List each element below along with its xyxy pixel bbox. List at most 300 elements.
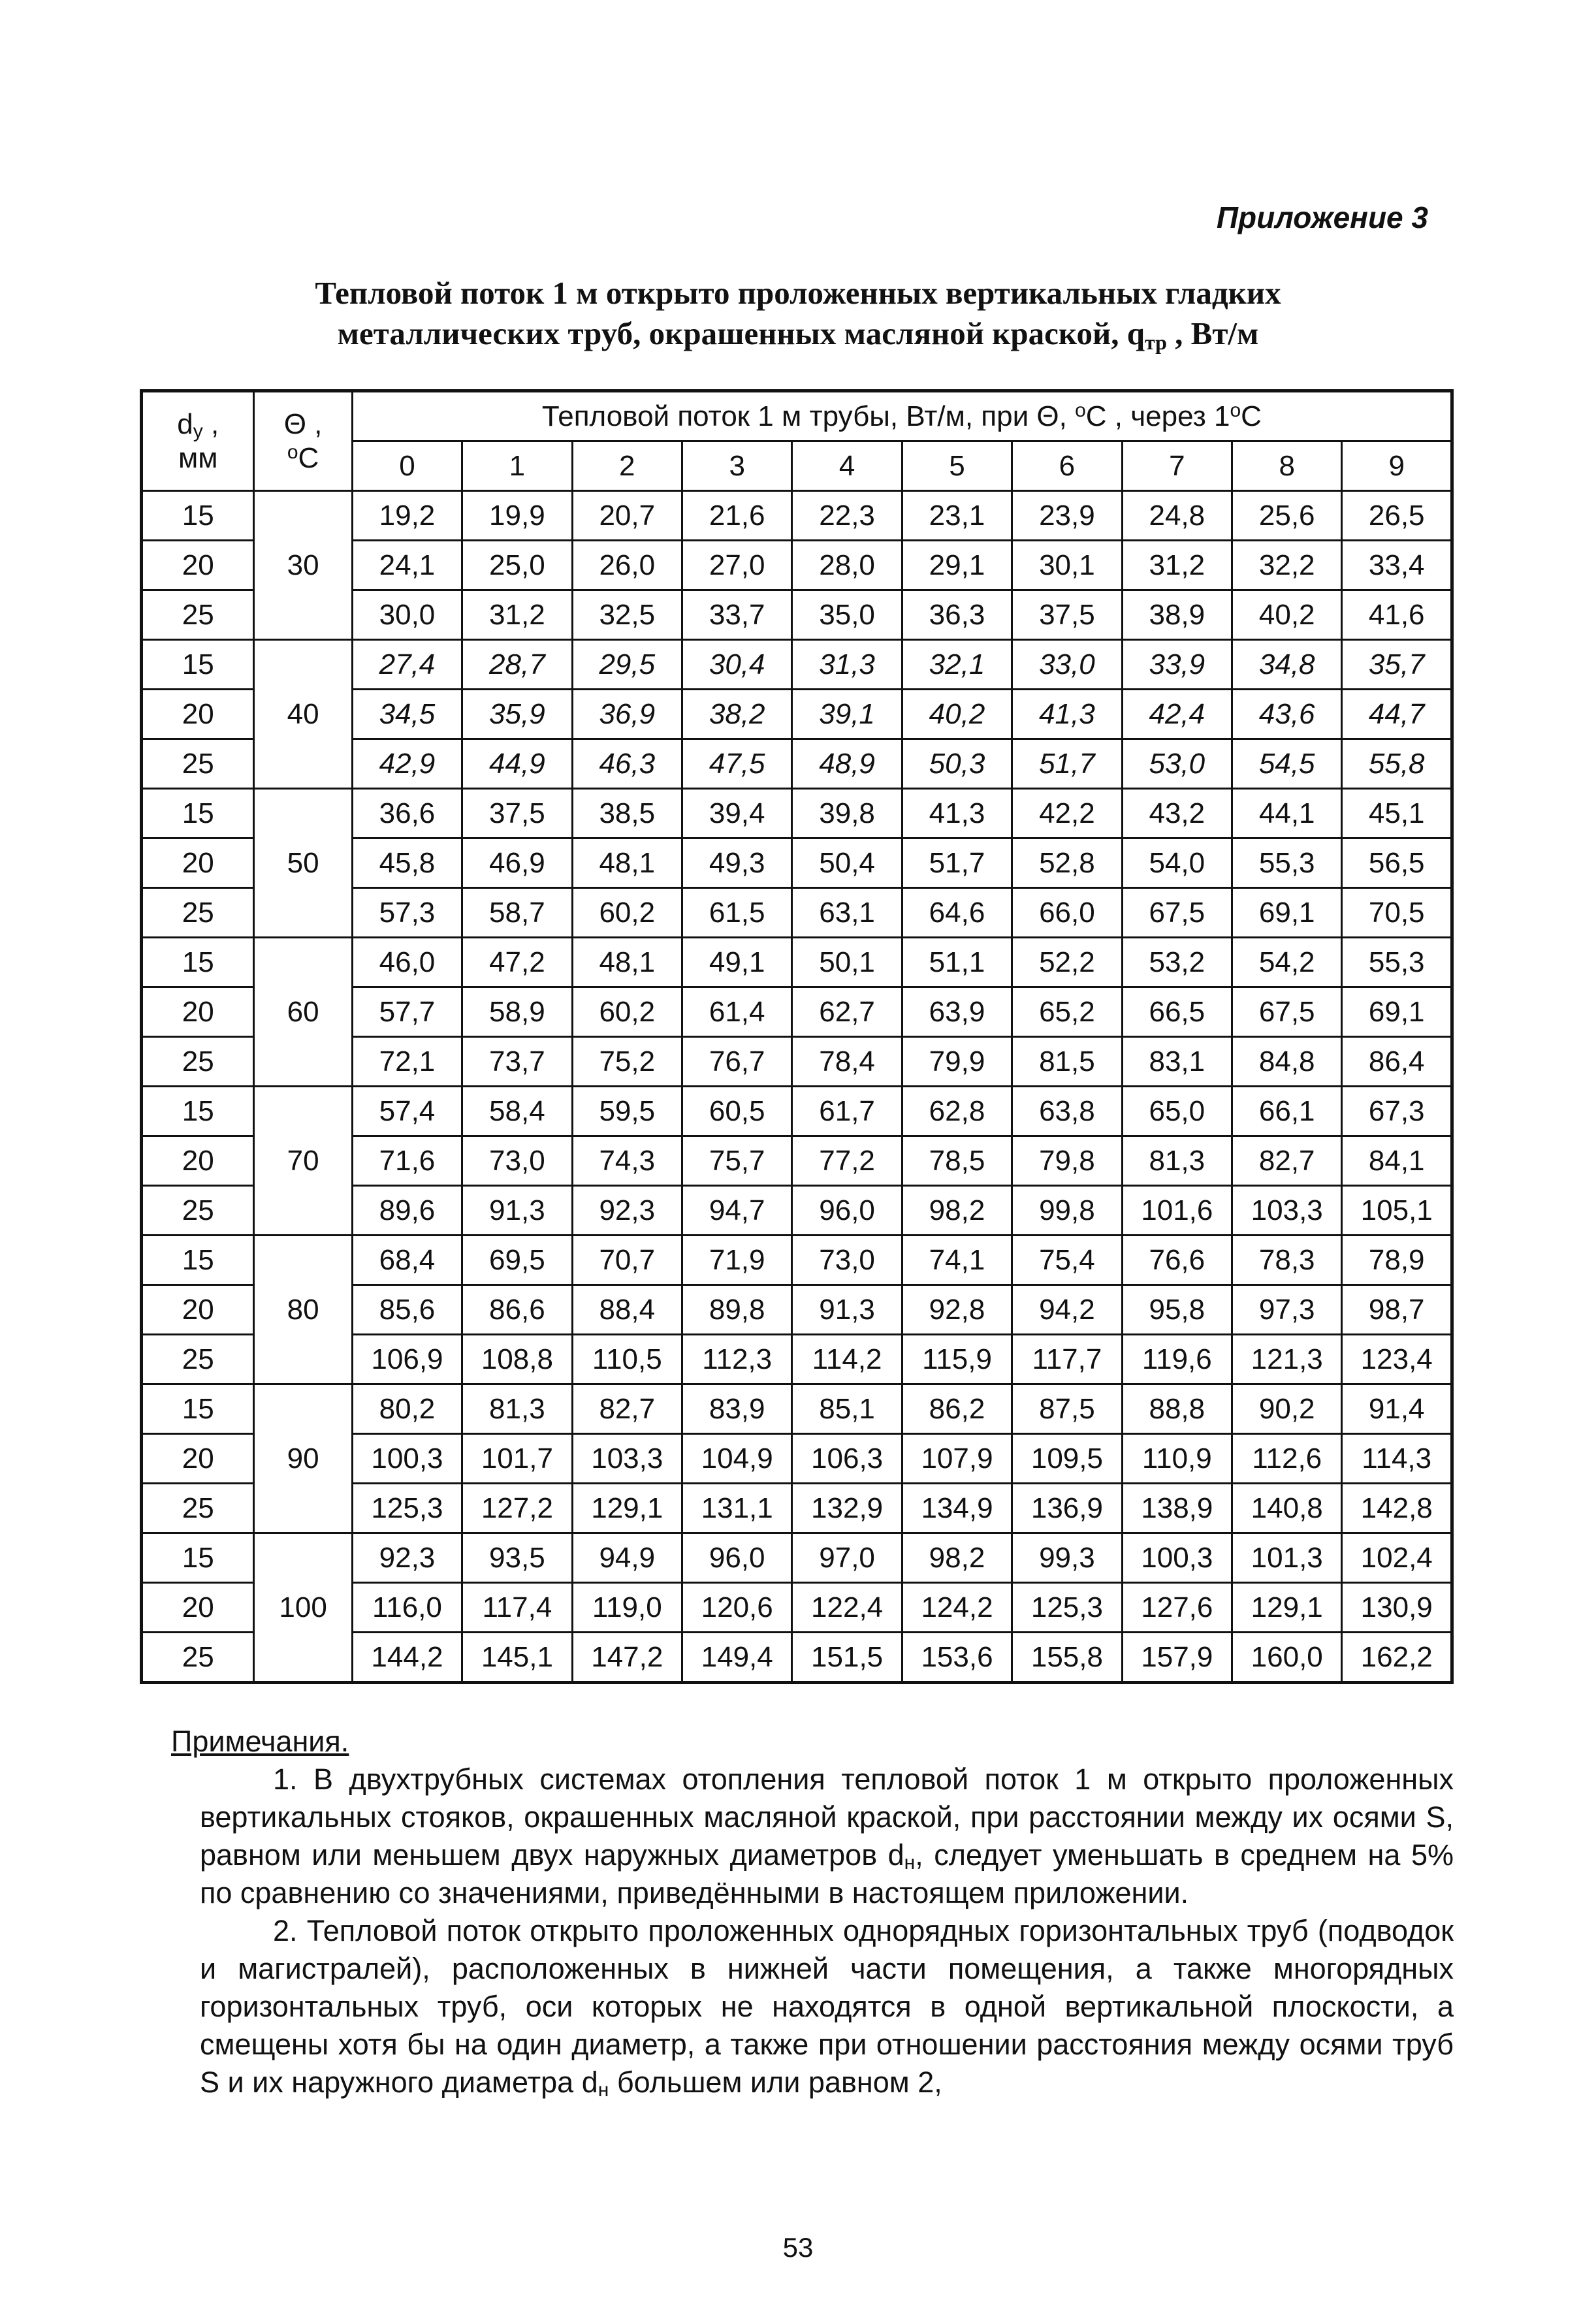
value-cell: 123,4 [1342, 1335, 1452, 1384]
value-cell: 34,5 [352, 690, 462, 739]
value-cell: 51,1 [902, 938, 1012, 987]
header-dy-comma: , [202, 407, 219, 440]
value-cell: 60,2 [572, 888, 682, 938]
theta-cell: 90 [254, 1384, 352, 1533]
appendix-label: Приложение 3 [1216, 200, 1428, 234]
dy-cell: 25 [142, 739, 254, 789]
value-cell: 21,6 [682, 491, 791, 541]
table-row [142, 1384, 1452, 1434]
value-cell: 122,4 [792, 1583, 902, 1633]
value-cell: 40,2 [902, 690, 1012, 739]
value-cell: 119,0 [572, 1583, 682, 1633]
value-cell: 69,1 [1342, 987, 1452, 1037]
value-cell: 44,7 [1342, 690, 1452, 739]
value-cell: 45,8 [352, 838, 462, 888]
value-cell: 99,3 [1012, 1533, 1122, 1583]
value-cell: 98,2 [902, 1186, 1012, 1236]
page-number: 53 [782, 2232, 814, 2263]
column-header-5: 5 [902, 441, 1012, 491]
title-line-2-prefix: металлических труб, окрашенных масляной краской, q [337, 315, 1145, 351]
value-cell: 59,5 [572, 1087, 682, 1136]
theta-cell: 30 [254, 491, 352, 640]
value-cell: 71,9 [682, 1236, 791, 1285]
value-cell: 151,5 [792, 1633, 902, 1683]
value-cell: 78,9 [1342, 1236, 1452, 1285]
value-cell: 88,8 [1122, 1384, 1232, 1434]
header-theta-symbol: Θ , [283, 407, 323, 440]
value-cell: 31,3 [792, 640, 902, 690]
value-cell: 60,2 [572, 987, 682, 1037]
value-cell: 28,7 [462, 640, 572, 690]
value-cell: 46,0 [352, 938, 462, 987]
dy-cell: 15 [142, 1236, 254, 1285]
value-cell: 117,7 [1012, 1335, 1122, 1384]
value-cell: 112,6 [1232, 1434, 1342, 1484]
value-cell: 97,3 [1232, 1285, 1342, 1335]
value-cell: 52,2 [1012, 938, 1122, 987]
dy-cell: 20 [142, 1583, 254, 1633]
value-cell: 31,2 [462, 590, 572, 640]
value-cell: 41,3 [902, 789, 1012, 838]
dy-cell: 25 [142, 1633, 254, 1683]
value-cell: 94,9 [572, 1533, 682, 1583]
value-cell: 129,1 [572, 1484, 682, 1533]
value-cell: 25,0 [462, 541, 572, 590]
header-theta [254, 391, 352, 491]
value-cell: 30,4 [682, 640, 791, 690]
value-cell: 23,1 [902, 491, 1012, 541]
value-cell: 83,9 [682, 1384, 791, 1434]
note-2-text-a: 2. Тепловой поток открыто проложенных однорядных горизонтальных труб (подводок и магистралей), расположенных в нижней части помещения, а также многорядных горизонтальных труб, оси которых не находятся в одной вертикальной плоскости, а смещены хотя бы на один диаметр, а также при отношении расстояния между осями труб S и их наружного диаметра d [200, 1914, 1454, 2099]
header-span-deg2: o [1230, 399, 1241, 421]
value-cell: 130,9 [1342, 1583, 1452, 1633]
value-cell: 140,8 [1232, 1484, 1342, 1533]
value-cell: 33,0 [1012, 640, 1122, 690]
value-cell: 67,5 [1122, 888, 1232, 938]
value-cell: 136,9 [1012, 1484, 1122, 1533]
value-cell: 83,1 [1122, 1037, 1232, 1087]
dy-cell: 20 [142, 838, 254, 888]
value-cell: 42,9 [352, 739, 462, 789]
value-cell: 39,8 [792, 789, 902, 838]
value-cell: 19,9 [462, 491, 572, 541]
table-row [142, 1087, 1452, 1136]
value-cell: 79,8 [1012, 1136, 1122, 1186]
table-row [142, 640, 1452, 690]
value-cell: 103,3 [572, 1434, 682, 1484]
dy-cell: 20 [142, 690, 254, 739]
value-cell: 46,3 [572, 739, 682, 789]
value-cell: 97,0 [792, 1533, 902, 1583]
value-cell: 102,4 [1342, 1533, 1452, 1583]
value-cell: 147,2 [572, 1633, 682, 1683]
value-cell: 92,3 [352, 1533, 462, 1583]
value-cell: 55,8 [1342, 739, 1452, 789]
header-dy-unit: мм [178, 441, 218, 474]
value-cell: 110,5 [572, 1335, 682, 1384]
value-cell: 65,2 [1012, 987, 1122, 1037]
value-cell: 60,5 [682, 1087, 791, 1136]
value-cell: 110,9 [1122, 1434, 1232, 1484]
value-cell: 51,7 [902, 838, 1012, 888]
value-cell: 49,3 [682, 838, 791, 888]
value-cell: 57,3 [352, 888, 462, 938]
dy-cell: 15 [142, 491, 254, 541]
value-cell: 48,1 [572, 838, 682, 888]
title-line-2-suffix: , Вт/м [1166, 315, 1259, 351]
value-cell: 85,1 [792, 1384, 902, 1434]
value-cell: 39,1 [792, 690, 902, 739]
dy-cell: 25 [142, 1484, 254, 1533]
theta-cell: 70 [254, 1087, 352, 1236]
value-cell: 99,8 [1012, 1186, 1122, 1236]
value-cell: 106,3 [792, 1434, 902, 1484]
value-cell: 44,1 [1232, 789, 1342, 838]
value-cell: 54,0 [1122, 838, 1232, 888]
theta-cell: 80 [254, 1236, 352, 1384]
table-row [142, 938, 1452, 987]
column-header-9: 9 [1342, 441, 1452, 491]
value-cell: 62,8 [902, 1087, 1012, 1136]
value-cell: 72,1 [352, 1037, 462, 1087]
value-cell: 100,3 [1122, 1533, 1232, 1583]
value-cell: 132,9 [792, 1484, 902, 1533]
value-cell: 92,3 [572, 1186, 682, 1236]
column-header-3: 3 [682, 441, 791, 491]
value-cell: 38,2 [682, 690, 791, 739]
value-cell: 95,8 [1122, 1285, 1232, 1335]
value-cell: 69,5 [462, 1236, 572, 1285]
value-cell: 67,5 [1232, 987, 1342, 1037]
value-cell: 91,4 [1342, 1384, 1452, 1434]
value-cell: 109,5 [1012, 1434, 1122, 1484]
value-cell: 108,8 [462, 1335, 572, 1384]
value-cell: 32,2 [1232, 541, 1342, 590]
value-cell: 82,7 [572, 1384, 682, 1434]
value-cell: 86,4 [1342, 1037, 1452, 1087]
value-cell: 47,2 [462, 938, 572, 987]
value-cell: 39,4 [682, 789, 791, 838]
value-cell: 52,8 [1012, 838, 1122, 888]
value-cell: 26,0 [572, 541, 682, 590]
value-cell: 48,1 [572, 938, 682, 987]
value-cell: 30,1 [1012, 541, 1122, 590]
value-cell: 34,8 [1232, 640, 1342, 690]
header-dy-main: d [177, 407, 193, 440]
header-heat-flow-span [352, 391, 1452, 441]
value-cell: 35,9 [462, 690, 572, 739]
value-cell: 50,4 [792, 838, 902, 888]
value-cell: 43,2 [1122, 789, 1232, 838]
value-cell: 24,8 [1122, 491, 1232, 541]
value-cell: 51,7 [1012, 739, 1122, 789]
theta-cell: 50 [254, 789, 352, 938]
value-cell: 100,3 [352, 1434, 462, 1484]
value-cell: 50,3 [902, 739, 1012, 789]
value-cell: 101,3 [1232, 1533, 1342, 1583]
column-header-4: 4 [792, 441, 902, 491]
value-cell: 61,7 [792, 1087, 902, 1136]
value-cell: 114,2 [792, 1335, 902, 1384]
dy-cell: 20 [142, 1136, 254, 1186]
value-cell: 58,4 [462, 1087, 572, 1136]
value-cell: 87,5 [1012, 1384, 1122, 1434]
value-cell: 53,2 [1122, 938, 1232, 987]
table-row [142, 1533, 1452, 1583]
value-cell: 41,3 [1012, 690, 1122, 739]
value-cell: 45,1 [1342, 789, 1452, 838]
value-cell: 93,5 [462, 1533, 572, 1583]
value-cell: 66,5 [1122, 987, 1232, 1037]
table-row [142, 491, 1452, 541]
value-cell: 101,7 [462, 1434, 572, 1484]
heat-flow-table [140, 389, 1454, 1684]
value-cell: 76,6 [1122, 1236, 1232, 1285]
value-cell: 138,9 [1122, 1484, 1232, 1533]
value-cell: 75,4 [1012, 1236, 1122, 1285]
column-header-1: 1 [462, 441, 572, 491]
notes-heading: Примечания. [171, 1725, 349, 1758]
header-theta-deg: o [287, 441, 298, 463]
value-cell: 79,9 [902, 1037, 1012, 1087]
value-cell: 29,5 [572, 640, 682, 690]
dy-cell: 25 [142, 1335, 254, 1384]
value-cell: 76,7 [682, 1037, 791, 1087]
value-cell: 23,9 [1012, 491, 1122, 541]
value-cell: 81,3 [462, 1384, 572, 1434]
note-2 [200, 1912, 1454, 2101]
value-cell: 26,5 [1342, 491, 1452, 541]
value-cell: 78,4 [792, 1037, 902, 1087]
value-cell: 106,9 [352, 1335, 462, 1384]
note-1 [200, 1761, 1454, 1912]
value-cell: 153,6 [902, 1633, 1012, 1683]
title-line-2 [0, 313, 1596, 354]
dy-cell: 15 [142, 789, 254, 838]
theta-cell: 60 [254, 938, 352, 1087]
value-cell: 81,5 [1012, 1037, 1122, 1087]
value-cell: 116,0 [352, 1583, 462, 1633]
value-cell: 27,4 [352, 640, 462, 690]
value-cell: 66,0 [1012, 888, 1122, 938]
theta-cell: 100 [254, 1533, 352, 1683]
value-cell: 70,7 [572, 1236, 682, 1285]
value-cell: 104,9 [682, 1434, 791, 1484]
value-cell: 42,4 [1122, 690, 1232, 739]
value-cell: 68,4 [352, 1236, 462, 1285]
dy-cell: 25 [142, 888, 254, 938]
value-cell: 33,9 [1122, 640, 1232, 690]
value-cell: 160,0 [1232, 1633, 1342, 1683]
column-header-2: 2 [572, 441, 682, 491]
column-header-8: 8 [1232, 441, 1342, 491]
header-theta-c: C [298, 441, 319, 474]
value-cell: 50,1 [792, 938, 902, 987]
value-cell: 129,1 [1232, 1583, 1342, 1633]
value-cell: 155,8 [1012, 1633, 1122, 1683]
value-cell: 24,1 [352, 541, 462, 590]
value-cell: 78,3 [1232, 1236, 1342, 1285]
value-cell: 66,1 [1232, 1087, 1342, 1136]
dy-cell: 25 [142, 1186, 254, 1236]
value-cell: 38,5 [572, 789, 682, 838]
value-cell: 91,3 [792, 1285, 902, 1335]
column-header-7: 7 [1122, 441, 1232, 491]
value-cell: 63,1 [792, 888, 902, 938]
value-cell: 62,7 [792, 987, 902, 1037]
column-header-0: 0 [352, 441, 462, 491]
value-cell: 101,6 [1122, 1186, 1232, 1236]
value-cell: 29,1 [902, 541, 1012, 590]
value-cell: 20,7 [572, 491, 682, 541]
document-title [0, 273, 1596, 354]
value-cell: 46,9 [462, 838, 572, 888]
value-cell: 37,5 [462, 789, 572, 838]
value-cell: 32,5 [572, 590, 682, 640]
dy-cell: 20 [142, 1285, 254, 1335]
table-row [142, 1236, 1452, 1285]
value-cell: 80,2 [352, 1384, 462, 1434]
value-cell: 71,6 [352, 1136, 462, 1186]
value-cell: 84,1 [1342, 1136, 1452, 1186]
value-cell: 88,4 [572, 1285, 682, 1335]
value-cell: 73,0 [792, 1236, 902, 1285]
value-cell: 157,9 [1122, 1633, 1232, 1683]
value-cell: 57,4 [352, 1087, 462, 1136]
dy-cell: 15 [142, 640, 254, 690]
dy-cell: 15 [142, 1087, 254, 1136]
value-cell: 35,0 [792, 590, 902, 640]
value-cell: 70,5 [1342, 888, 1452, 938]
value-cell: 65,0 [1122, 1087, 1232, 1136]
value-cell: 19,2 [352, 491, 462, 541]
value-cell: 98,2 [902, 1533, 1012, 1583]
dy-cell: 20 [142, 1434, 254, 1484]
value-cell: 77,2 [792, 1136, 902, 1186]
value-cell: 149,4 [682, 1633, 791, 1683]
value-cell: 144,2 [352, 1633, 462, 1683]
value-cell: 22,3 [792, 491, 902, 541]
column-header-6: 6 [1012, 441, 1122, 491]
value-cell: 69,1 [1232, 888, 1342, 938]
value-cell: 56,5 [1342, 838, 1452, 888]
note-1-text-a: 1. В двухтрубных системах отопления тепловой поток 1 м открыто проложенных вертикальных стояков, окрашенных масляной краской, при расстоянии между их осями S, равном или меньшем двух наружных диаметров d [200, 1763, 1454, 1872]
dy-cell: 25 [142, 590, 254, 640]
value-cell: 58,7 [462, 888, 572, 938]
value-cell: 121,3 [1232, 1335, 1342, 1384]
note-2-sub: н [598, 2079, 609, 2101]
value-cell: 84,8 [1232, 1037, 1342, 1087]
value-cell: 74,1 [902, 1236, 1012, 1285]
dy-cell: 25 [142, 1037, 254, 1087]
value-cell: 64,6 [902, 888, 1012, 938]
dy-cell: 15 [142, 1533, 254, 1583]
value-cell: 73,7 [462, 1037, 572, 1087]
value-cell: 86,6 [462, 1285, 572, 1335]
header-dy-sub: y [193, 420, 203, 442]
value-cell: 31,2 [1122, 541, 1232, 590]
value-cell: 119,6 [1122, 1335, 1232, 1384]
value-cell: 85,6 [352, 1285, 462, 1335]
value-cell: 75,7 [682, 1136, 791, 1186]
header-span-prefix: Тепловой поток 1 м трубы, Вт/м, при Θ, [541, 400, 1076, 432]
value-cell: 33,4 [1342, 541, 1452, 590]
value-cell: 33,7 [682, 590, 791, 640]
value-cell: 54,2 [1232, 938, 1342, 987]
value-cell: 134,9 [902, 1484, 1012, 1533]
value-cell: 49,1 [682, 938, 791, 987]
table-header-row-1 [142, 391, 1452, 441]
dy-cell: 15 [142, 1384, 254, 1434]
title-line-2-sub: тр [1144, 330, 1167, 354]
value-cell: 82,7 [1232, 1136, 1342, 1186]
value-cell: 43,6 [1232, 690, 1342, 739]
value-cell: 112,3 [682, 1335, 791, 1384]
value-cell: 162,2 [1342, 1633, 1452, 1683]
value-cell: 96,0 [792, 1186, 902, 1236]
value-cell: 36,3 [902, 590, 1012, 640]
value-cell: 94,2 [1012, 1285, 1122, 1335]
notes-section [171, 1723, 1454, 2101]
value-cell: 114,3 [1342, 1434, 1452, 1484]
note-2-text-b: большем или равном 2, [609, 2066, 942, 2099]
table-body [142, 491, 1452, 1683]
value-cell: 89,8 [682, 1285, 791, 1335]
value-cell: 54,5 [1232, 739, 1342, 789]
dy-cell: 20 [142, 987, 254, 1037]
value-cell: 125,3 [352, 1484, 462, 1533]
value-cell: 36,6 [352, 789, 462, 838]
header-span-suffix: C [1241, 400, 1262, 432]
value-cell: 75,2 [572, 1037, 682, 1087]
title-line-1: Тепловой поток 1 м открыто проложенных вертикальных гладких [315, 275, 1281, 311]
value-cell: 125,3 [1012, 1583, 1122, 1633]
value-cell: 27,0 [682, 541, 791, 590]
value-cell: 86,2 [902, 1384, 1012, 1434]
value-cell: 28,0 [792, 541, 902, 590]
value-cell: 117,4 [462, 1583, 572, 1633]
value-cell: 42,2 [1012, 789, 1122, 838]
value-cell: 107,9 [902, 1434, 1012, 1484]
value-cell: 127,2 [462, 1484, 572, 1533]
value-cell: 92,8 [902, 1285, 1012, 1335]
table-row [142, 789, 1452, 838]
value-cell: 47,5 [682, 739, 791, 789]
value-cell: 94,7 [682, 1186, 791, 1236]
note-1-text-b: , следует уменьшать в среднем на 5% по сравнению со значениями, приведёнными в настоящем приложении. [200, 1838, 1454, 1909]
value-cell: 63,8 [1012, 1087, 1122, 1136]
value-cell: 57,7 [352, 987, 462, 1037]
value-cell: 48,9 [792, 739, 902, 789]
value-cell: 115,9 [902, 1335, 1012, 1384]
value-cell: 78,5 [902, 1136, 1012, 1186]
value-cell: 120,6 [682, 1583, 791, 1633]
dy-cell: 20 [142, 541, 254, 590]
value-cell: 73,0 [462, 1136, 572, 1186]
value-cell: 127,6 [1122, 1583, 1232, 1633]
value-cell: 90,2 [1232, 1384, 1342, 1434]
value-cell: 44,9 [462, 739, 572, 789]
value-cell: 38,9 [1122, 590, 1232, 640]
value-cell: 55,3 [1232, 838, 1342, 888]
value-cell: 98,7 [1342, 1285, 1452, 1335]
value-cell: 105,1 [1342, 1186, 1452, 1236]
value-cell: 30,0 [352, 590, 462, 640]
value-cell: 55,3 [1342, 938, 1452, 987]
note-1-sub: н [904, 1852, 916, 1874]
value-cell: 67,3 [1342, 1087, 1452, 1136]
value-cell: 35,7 [1342, 640, 1452, 690]
